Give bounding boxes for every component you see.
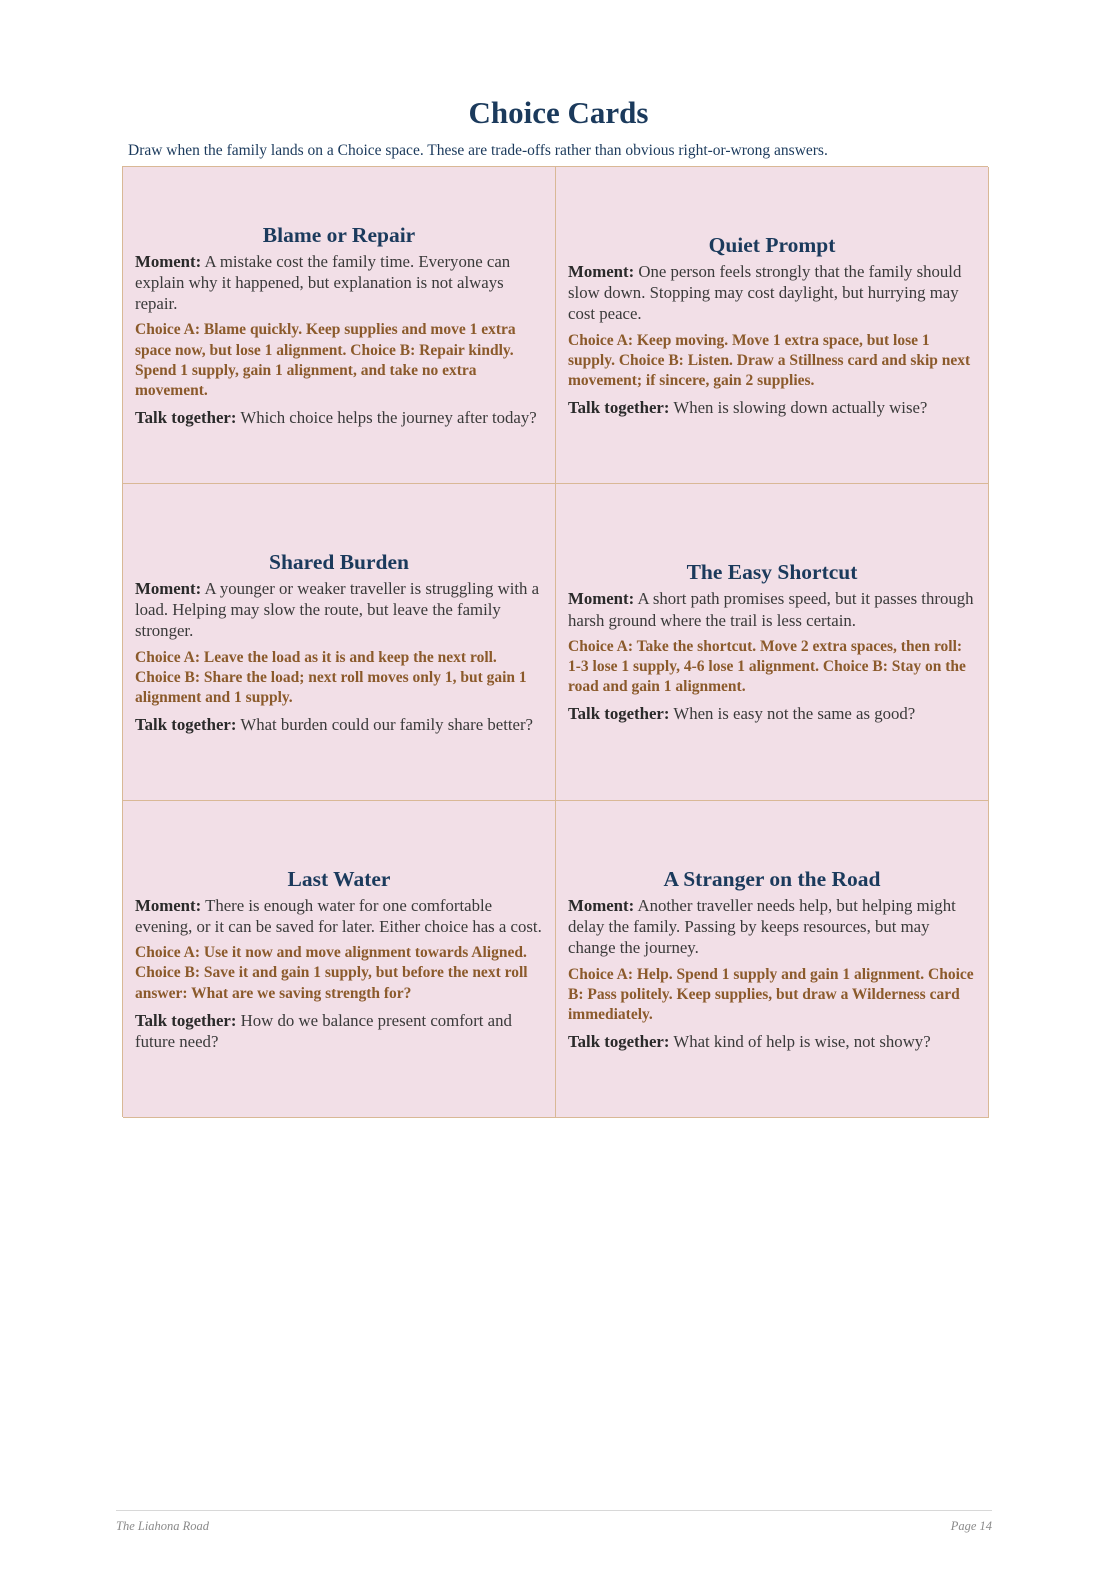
moment-text: A younger or weaker traveller is struggling with a load. Helping may slow the route, but leave the family stronger. [135, 578, 540, 641]
card-moment [135, 895, 543, 938]
moment-label: Moment: [568, 589, 635, 609]
card-talk [568, 1031, 976, 1052]
card-talk [135, 714, 543, 735]
card-choices: Choice A: Help. Spend 1 supply and gain 1 alignment. Choice B: Pass politely. Keep supplies, but draw a Wilderness card immediately. [568, 965, 974, 1023]
card-choices: Choice A: Keep moving. Move 1 extra space, but lose 1 supply. Choice B: Listen. Draw a Stillness card and skip next movement; if sincere, gain 2 supplies. [568, 331, 971, 389]
choice-card [123, 167, 556, 484]
talk-text: What burden could our family share better? [240, 714, 533, 734]
card-title: The Easy Shortcut [686, 560, 858, 585]
choice-card [556, 801, 989, 1118]
card-moment [568, 895, 976, 959]
moment-label: Moment: [135, 895, 202, 915]
card-title: A Stranger on the Road [663, 866, 881, 891]
card-title: Shared Burden [269, 549, 409, 574]
moment-text: One person feels strongly that the family should slow down. Stopping may cost daylight, but hurrying may cost peace. [568, 261, 962, 324]
talk-text: When is easy not the same as good? [673, 704, 916, 724]
talk-text: When is slowing down actually wise? [673, 397, 928, 417]
talk-label: Talk together: [568, 1031, 670, 1051]
talk-text: Which choice helps the journey after today? [240, 408, 537, 428]
moment-text: Another traveller needs help, but helping might delay the family. Passing by keeps resources, but may change the journey. [568, 895, 956, 958]
moment-label: Moment: [135, 251, 202, 271]
card-talk [135, 407, 543, 428]
card-talk [568, 397, 976, 418]
card-choices: Choice A: Leave the load as it is and keep the next roll. Choice B: Share the load; next roll moves only 1, but gain 1 alignment and 1 supply. [135, 648, 527, 706]
moment-label: Moment: [568, 895, 635, 915]
footer-page-number: Page 14 [950, 1519, 992, 1533]
card-moment [568, 588, 976, 631]
card-moment [568, 261, 976, 325]
moment-label: Moment: [568, 261, 635, 281]
card-talk [568, 703, 976, 724]
card-title: Last Water [287, 866, 391, 891]
card-grid [122, 166, 988, 1117]
footer-divider [116, 1510, 992, 1511]
page-title: Choice Cards [468, 95, 649, 130]
choice-card [556, 167, 989, 484]
moment-text: There is enough water for one comfortable evening, or it can be saved for later. Either choice has a cost. [135, 895, 542, 936]
card-title: Blame or Repair [262, 222, 416, 247]
card-moment [135, 251, 543, 315]
talk-text: What kind of help is wise, not showy? [673, 1031, 931, 1051]
moment-text: A short path promises speed, but it passes through harsh ground where the trail is less certain. [568, 589, 974, 630]
choice-card [123, 801, 556, 1118]
page-intro: Draw when the family lands on a Choice space. These are trade-offs rather than obvious right-or-wrong answers. [128, 142, 828, 159]
card-choices: Choice A: Take the shortcut. Move 2 extra spaces, then roll: 1-3 lose 1 supply, 4-6 lose 1 alignment. Choice B: Stay on the road and gain 1 alignment. [568, 637, 966, 696]
talk-text: How do we balance present comfort and future need? [135, 1010, 512, 1051]
moment-label: Moment: [135, 578, 202, 598]
card-moment [135, 578, 543, 642]
footer-book-title: The Liahona Road [116, 1519, 210, 1533]
talk-label: Talk together: [568, 704, 670, 724]
card-choices: Choice A: Use it now and move alignment towards Aligned. Choice B: Save it and gain 1 supply, but before the next roll answer: What are we saving strength for? [135, 944, 528, 1002]
talk-label: Talk together: [135, 714, 237, 734]
card-talk [135, 1010, 543, 1053]
moment-text: A mistake cost the family time. Everyone can explain why it happened, but explanation is not always repair. [135, 251, 511, 314]
card-title: Quiet Prompt [708, 232, 836, 257]
choice-card [123, 484, 556, 801]
choice-card [556, 484, 989, 801]
talk-label: Talk together: [568, 397, 670, 417]
talk-label: Talk together: [135, 1010, 237, 1030]
talk-label: Talk together: [135, 408, 237, 428]
card-choices: Choice A: Blame quickly. Keep supplies and move 1 extra space now, but lose 1 alignment. Choice B: Repair kindly. Spend 1 supply, gain 1 alignment, and take no extra movement. [135, 321, 516, 399]
